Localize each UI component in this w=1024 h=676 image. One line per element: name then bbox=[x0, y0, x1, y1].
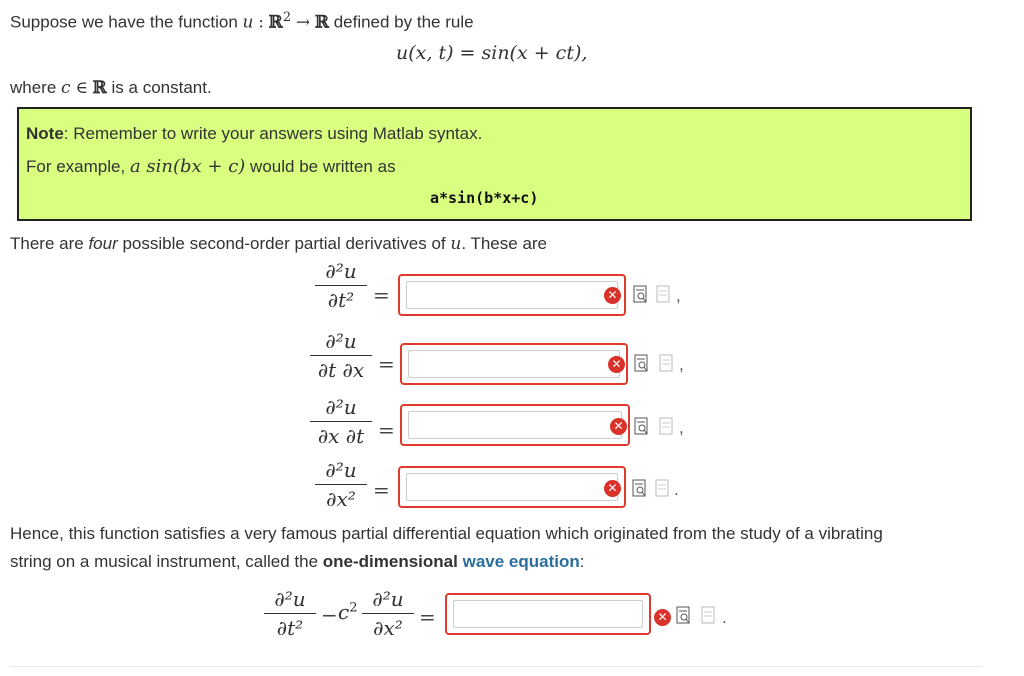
preview-icon[interactable] bbox=[676, 606, 692, 625]
x-icon: ✕ bbox=[654, 609, 671, 626]
fraction-bar bbox=[315, 484, 367, 485]
preview-icon[interactable] bbox=[634, 354, 650, 373]
intro-text: Suppose we have the function bbox=[10, 12, 238, 32]
minus-sign: − bbox=[321, 603, 338, 627]
punctuation: , bbox=[679, 355, 684, 374]
note-text: : Remember to write your answers using Matlab syntax. bbox=[63, 124, 483, 143]
note-line bbox=[26, 124, 482, 144]
preview-icon[interactable] bbox=[634, 417, 650, 436]
answer-box-uxx bbox=[398, 466, 626, 508]
doc-icon[interactable] bbox=[656, 285, 672, 304]
fraction-bar bbox=[310, 421, 372, 422]
fraction-utt bbox=[315, 259, 367, 312]
answer-input-utx[interactable] bbox=[408, 350, 620, 378]
answer-input-utt[interactable] bbox=[406, 281, 618, 309]
partials-text-3: . These are bbox=[461, 234, 548, 253]
fraction-bar bbox=[362, 613, 414, 614]
partials-emphasis: four bbox=[88, 234, 118, 253]
doc-icon[interactable] bbox=[701, 606, 717, 625]
fraction-numerator: ∂²u bbox=[325, 395, 357, 419]
preview-icon[interactable] bbox=[633, 285, 649, 304]
wave-equation-link[interactable]: wave equation bbox=[462, 552, 580, 571]
preview-icon[interactable] bbox=[632, 479, 648, 498]
element-of-symbol: ∈ bbox=[75, 78, 88, 98]
codomain-symbol: ℝ bbox=[314, 12, 329, 33]
where-text: where bbox=[10, 78, 57, 97]
fraction-denominator: ∂t² bbox=[276, 616, 304, 640]
punctuation: , bbox=[679, 418, 684, 437]
fraction-denominator: ∂x² bbox=[326, 487, 356, 511]
answer-box-utt bbox=[398, 274, 626, 316]
x-icon: ✕ bbox=[604, 287, 621, 304]
c-exponent: 2 bbox=[349, 600, 358, 616]
punctuation: , bbox=[676, 286, 681, 305]
where-line bbox=[10, 78, 212, 98]
function-symbol: u bbox=[242, 12, 254, 33]
hence-colon: : bbox=[579, 552, 585, 571]
where-text-2: is a constant. bbox=[111, 78, 212, 97]
wave-fraction-uxx bbox=[362, 587, 414, 640]
hence-bold: one-dimensional bbox=[322, 552, 458, 571]
colon: : bbox=[258, 12, 264, 33]
partials-line bbox=[10, 234, 547, 254]
fraction-denominator: ∂t² bbox=[327, 288, 355, 312]
intro-text-2: defined by the rule bbox=[333, 12, 474, 32]
answer-input-uxx[interactable] bbox=[406, 473, 618, 501]
example-code: a*sin(b*x+c) bbox=[430, 189, 539, 207]
punctuation: . bbox=[722, 608, 727, 627]
equals-sign: = bbox=[378, 418, 395, 442]
fraction-utx bbox=[310, 329, 372, 382]
example-text: For example, bbox=[26, 157, 126, 176]
equals-sign: = bbox=[378, 352, 395, 376]
domain-exponent: 2 bbox=[282, 10, 292, 25]
fraction-numerator: ∂²u bbox=[325, 329, 357, 353]
example-line bbox=[26, 156, 396, 177]
arrow-symbol: → bbox=[295, 12, 311, 33]
fraction-numerator: ∂²u bbox=[325, 458, 357, 482]
fraction-numerator: ∂²u bbox=[325, 259, 357, 283]
rule-equation: u(x, t) = sin(x + ct), bbox=[396, 42, 588, 64]
fraction-uxx bbox=[315, 458, 367, 511]
fraction-uxt bbox=[310, 395, 372, 448]
answer-box-uxt bbox=[400, 404, 630, 446]
answer-input-wave[interactable] bbox=[453, 600, 643, 628]
reals-symbol: ℝ bbox=[92, 78, 107, 98]
punctuation: . bbox=[674, 480, 679, 499]
answer-box-wave bbox=[445, 593, 651, 635]
partials-text-2: possible second-order partial derivatives of bbox=[122, 234, 446, 253]
fraction-denominator: ∂x ∂t bbox=[317, 424, 365, 448]
fraction-denominator: ∂x² bbox=[373, 616, 403, 640]
fraction-denominator: ∂t ∂x bbox=[317, 358, 365, 382]
hence-line-1: Hence, this function satisfies a very famous partial differential equation which originated from the study of a vibrating bbox=[10, 524, 883, 543]
constant-symbol: c bbox=[61, 78, 71, 98]
doc-icon[interactable] bbox=[655, 479, 671, 498]
doc-icon[interactable] bbox=[659, 417, 675, 436]
x-icon: ✕ bbox=[604, 480, 621, 497]
example-text-2: would be written as bbox=[250, 157, 396, 176]
answer-box-utx bbox=[400, 343, 628, 385]
fraction-numerator: ∂²u bbox=[372, 587, 404, 611]
example-math: a sin(bx + c) bbox=[129, 156, 246, 177]
x-icon: ✕ bbox=[608, 356, 625, 373]
doc-icon[interactable] bbox=[659, 354, 675, 373]
fraction-bar bbox=[310, 355, 372, 356]
domain-symbol: ℝ bbox=[268, 12, 283, 33]
answer-input-uxt[interactable] bbox=[408, 411, 622, 439]
equals-sign: = bbox=[373, 283, 390, 307]
equals-sign: = bbox=[373, 478, 390, 502]
equals-sign: = bbox=[419, 605, 436, 629]
bottom-divider bbox=[10, 666, 982, 667]
x-icon: ✕ bbox=[610, 418, 627, 435]
hence-text: string on a musical instrument, called the bbox=[10, 552, 319, 571]
fraction-bar bbox=[315, 285, 367, 286]
c-symbol: c bbox=[338, 600, 350, 624]
wave-c-squared bbox=[338, 600, 357, 624]
partials-text: There are bbox=[10, 234, 84, 253]
partials-u: u bbox=[450, 234, 462, 254]
note-label: Note bbox=[26, 124, 64, 143]
fraction-bar bbox=[264, 613, 316, 614]
wave-fraction-utt bbox=[264, 587, 316, 640]
hence-line-2 bbox=[10, 552, 584, 572]
intro-line bbox=[10, 10, 474, 33]
note-box bbox=[17, 107, 972, 221]
fraction-numerator: ∂²u bbox=[274, 587, 306, 611]
